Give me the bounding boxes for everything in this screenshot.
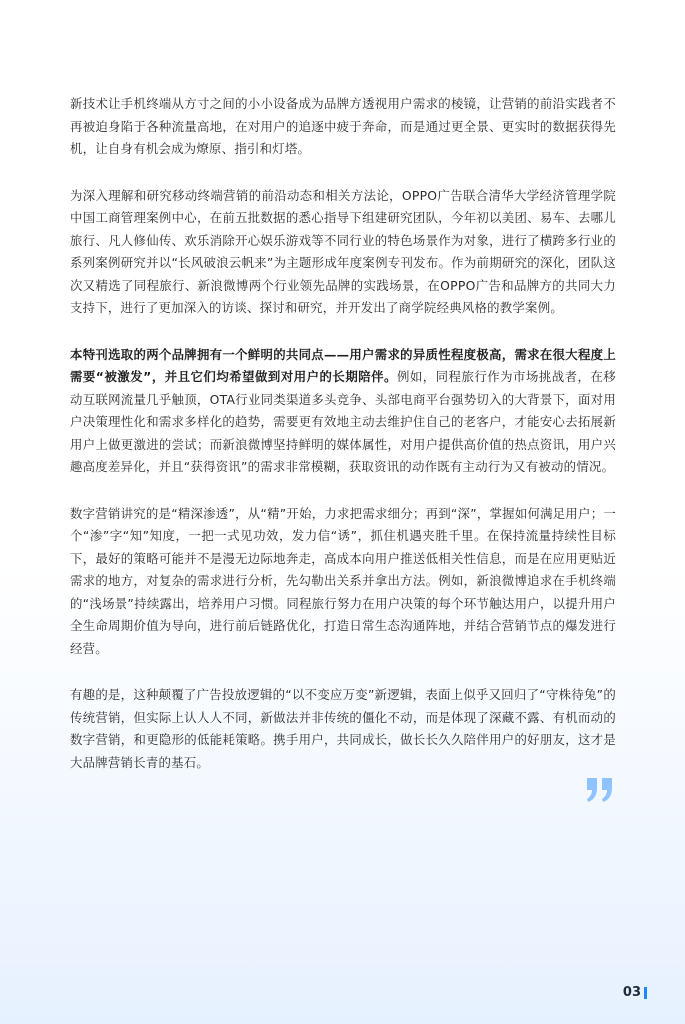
paragraph-2 xyxy=(70,185,616,320)
paragraph-5 xyxy=(70,684,616,774)
paragraph-1 xyxy=(70,93,616,161)
paragraph-3-text: 例如，同程旅行作为市场挑战者，在移动互联网流量几乎触顶，OTA行业同类渠道多头竞争、头部电商平台强势切入的大背景下，面对用户决策理性化和需求多样化的趋势，需要更有效地主动去维护住自己的老客户，才能安心去拓展新用户上做更激进的尝试；而新浪微博坚持鲜明的媒体属性，对用户提供高价值的热点资讯，用户兴趣高度差异化，并且“获得资讯”的需求非常模糊，获取资讯的动作既有主动行为又有被动的情况。 xyxy=(70,369,616,474)
paragraph-2-text: 为深入理解和研究移动终端营销的前沿动态和相关方法论，OPPO广告联合清华大学经济管理学院中国工商管理案例中心，在前五批数据的悉心指导下组建研究团队，今年初以美团、易车、去哪儿旅行、凡人修仙传、欢乐消除开心娱乐游戏等不同行业的特色场景作为对象，进行了横跨多行业的系列案例研究并以“长风破浪云帆来”为主题形成年度案例专刊发布。作为前期研究的深化，团队这次又精选了同程旅行、新浪微博两个行业领先品牌的实践场景，在OPPO广告和品牌方的共同大力支持下，进行了更加深入的访谈、探讨和研究，并开发出了商学院经典风格的教学案例。 xyxy=(70,187,616,315)
page-number xyxy=(623,985,647,1000)
article-body xyxy=(70,93,616,798)
paragraph-4-text: 数字营销讲究的是“精深渗透”，从“精”开始，力求把需求细分；再到“深”，掌握如何满足用户；一个“渗”字“知”知度，一把一式见功效，发力信“诱”，抓住机遇夹胜千里。在保持流量持续性目标下，最好的策略可能并不是漫无边际地奔走，高成本向用户推送低相关性信息，而是在应用更贴近需求的地方，对复杂的需求进行分析，先勾勒出关系并拿出方法。例如，新浪微博追求在手机终端的“浅场景”持续露出，培养用户习惯。同程旅行努力在用户决策的每个环节触达用户，以提升用户全生命周期价值为导向，进行前后链路优化，打造日常生态沟通阵地，并结合营销节点的爆发进行经营。 xyxy=(70,505,616,656)
paragraph-3-bold: 本特刊选取的两个品牌拥有一个鲜明的共同点——用户需求的异质性程度极高，需求在很大程度上需要“被激发”，并且它们均希望做到对用户的长期陪伴。 xyxy=(70,346,616,384)
page-number-text: 03 xyxy=(622,985,641,1000)
paragraph-1-text: 新技术让手机终端从方寸之间的小小设备成为品牌方透视用户需求的棱镜，让营销的前沿实践者不再被迫身陷于各种流量高地，在对用户的追逐中疲于奔命，而是通过更全景、更实时的数据获得先机，让自身有机会成为燎原、指引和灯塔。 xyxy=(70,96,616,156)
closing-quote-icon xyxy=(585,776,615,804)
paragraph-5-text: 有趣的是，这种颠覆了广告投放逻辑的“以不变应万变”新逻辑，表面上似乎又回归了“守株待兔”的传统营销，但实际上认人人不同，新做法并非传统的僵化不动，而是体现了深藏不露、有机而动的数字营销，和更隐形的低能耗策略。携手用户，共同成长，做长长久久陪伴用户的好朋友，这才是大品牌营销长青的基石。 xyxy=(70,687,616,770)
page-number-accent-bar xyxy=(644,987,647,999)
paragraph-3 xyxy=(70,344,616,479)
paragraph-4 xyxy=(70,503,616,661)
